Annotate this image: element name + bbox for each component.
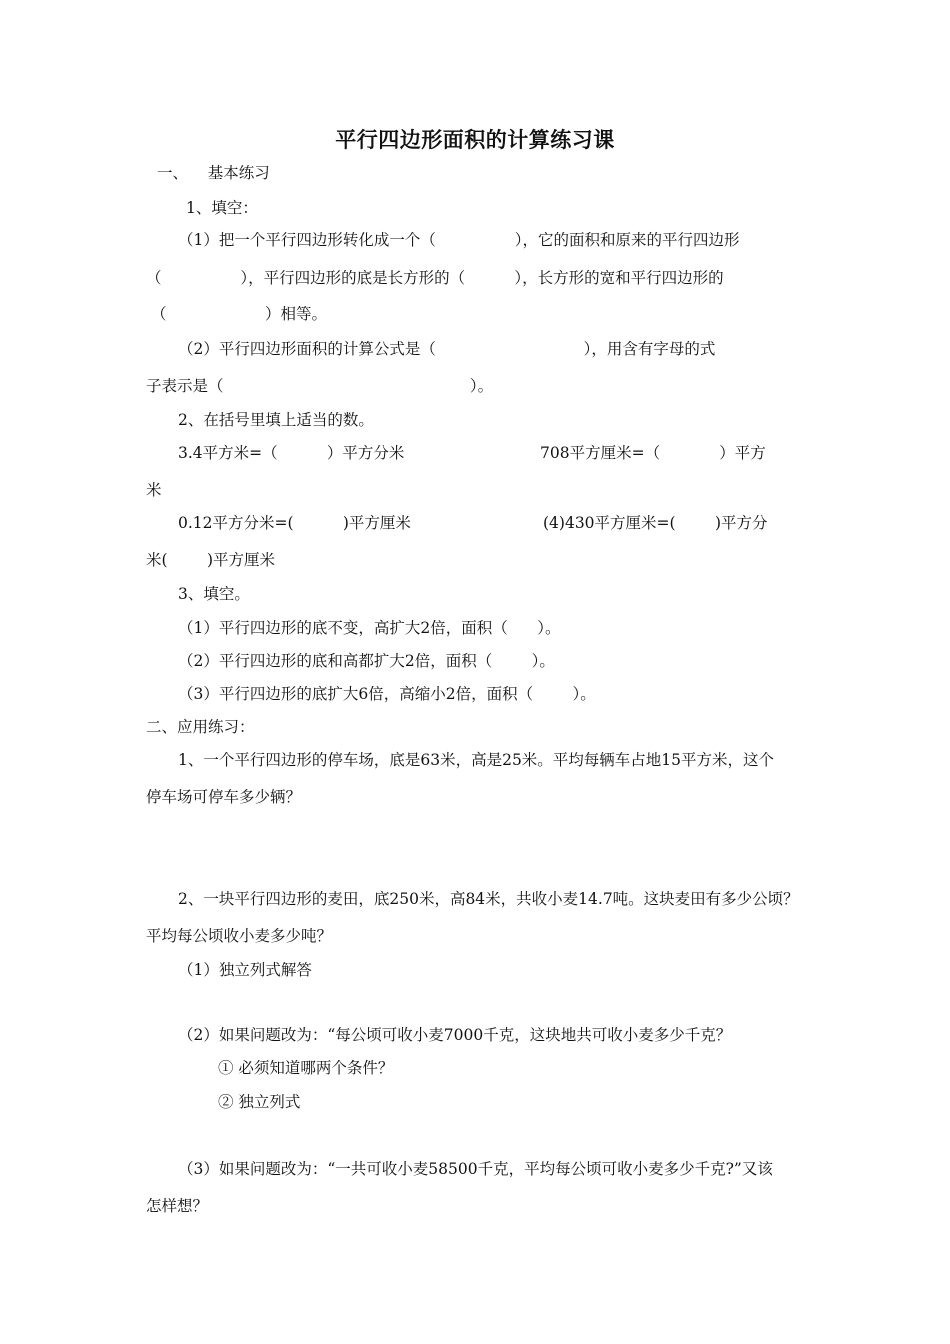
problem-2-sub2-a: ① 必须知道哪两个条件？ (218, 1059, 394, 1077)
q2-line2-wrap: 米( )平方厘米 (146, 551, 276, 569)
q2-heading: 2、在括号里填上适当的数。 (178, 411, 374, 429)
problem-2-sub2: （2）如果问题改为：“每公顷可收小麦7000千克，这块地共可收小麦多少千克？ (178, 1026, 732, 1044)
q3-heading: 3、填空。 (178, 585, 250, 603)
q1-item2-line1: （2）平行四边形面积的计算公式是（ ），用含有字母的式 (178, 340, 716, 358)
q2-line2-right: (4)430平方厘米=( )平方分 (543, 514, 768, 532)
problem-2-sub3-line2: 怎样想？ (146, 1197, 209, 1215)
q2-line1-left: 3.4平方米=（ ）平方分米 (178, 444, 405, 462)
q1-item1-line2: （ ），平行四边形的底是长方形的（ ），长方形的宽和平行四边形的 (146, 269, 724, 287)
q1-item2-line2: 子表示是（ ）。 (146, 377, 494, 395)
q2-line2-left: 0.12平方分米=( )平方厘米 (178, 514, 411, 532)
problem-1-line2: 停车场可停车多少辆？ (146, 788, 302, 806)
problem-2-line2: 平均每公顷收小麦多少吨？ (146, 927, 333, 945)
q3-item2: （2）平行四边形的底和高都扩大2倍，面积（ ）。 (178, 652, 555, 670)
problem-1-line1: 1、一个平行四边形的停车场，底是63米，高是25米。平均每辆车占地15平方米，这个 (178, 751, 775, 769)
section-2-heading: 二、应用练习： (146, 718, 255, 736)
q1-heading: 1、填空： (186, 199, 258, 217)
section-1-heading: 一、 基本练习 (157, 164, 270, 182)
q2-line1-right: 708平方厘米=（ ）平方 (540, 444, 766, 462)
problem-2-sub3-line1: （3）如果问题改为：“一共可收小麦58500千克，平均每公顷可收小麦多少千克?”又该 (178, 1160, 773, 1178)
problem-2-sub2-b: ② 独立列式 (218, 1093, 301, 1111)
q2-line1-wrap: 米 (146, 481, 162, 499)
problem-2-line1: 2、一块平行四边形的麦田，底250米，高84米，共收小麦14.7吨。这块麦田有多少公顷？ (178, 890, 799, 908)
q1-item1-line1: （1）把一个平行四边形转化成一个（ ），它的面积和原来的平行四边形 (178, 231, 740, 249)
q3-item1: （1）平行四边形的底不变，高扩大2倍，面积（ ）。 (178, 619, 561, 637)
q3-item3: （3）平行四边形的底扩大6倍，高缩小2倍，面积（ ）。 (178, 685, 596, 703)
page-title: 平行四边形面积的计算练习课 (335, 127, 615, 152)
q1-item1-line3: （ ）相等。 (151, 305, 328, 323)
problem-2-sub1: （1）独立列式解答 (178, 961, 312, 979)
